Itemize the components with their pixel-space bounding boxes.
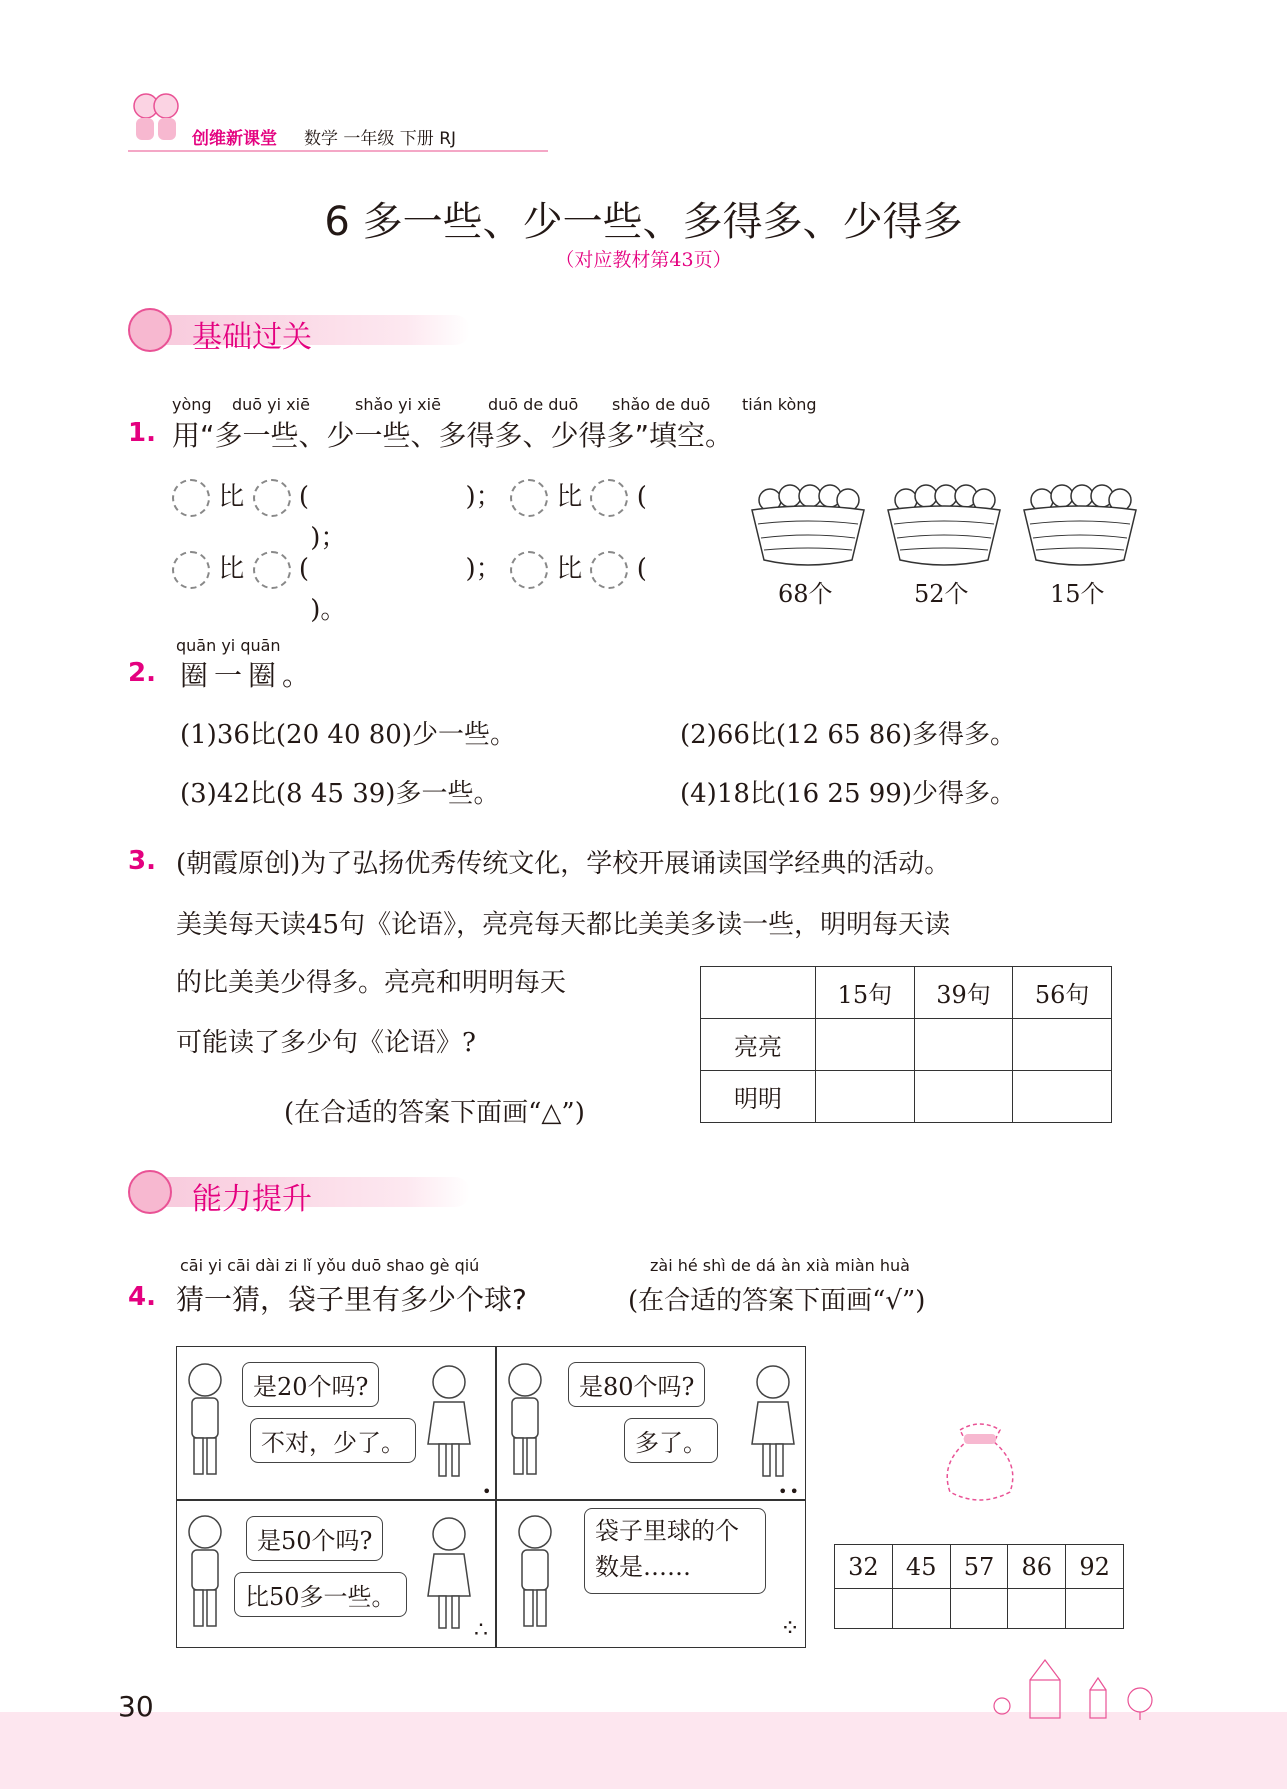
choice-value: 45: [892, 1545, 950, 1589]
basket-count-apple: 52个: [914, 580, 969, 608]
q2-text: 圈一圈。: [180, 659, 317, 692]
q4-number: 4.: [128, 1282, 156, 1312]
q1-pinyin-4: duō de duō: [488, 395, 579, 414]
pear-icon: [253, 479, 291, 517]
peach-icon: [590, 479, 628, 517]
q1-text: 用“多一些、少一些、多得多、少得多”填空。: [172, 419, 734, 452]
q3-hint: (在合适的答案下面画“△”): [284, 1098, 585, 1128]
q3-answer-table: [700, 966, 1112, 1123]
q2-number: 2.: [128, 658, 156, 688]
table-header: 56句: [1013, 967, 1112, 1019]
table-corner: [701, 967, 816, 1019]
girl-figure: [748, 1362, 798, 1486]
q2-item-3: (3)42比(8 45 39)多一些。: [180, 779, 500, 809]
bi-label: 比: [556, 482, 583, 512]
q1-pinyin-5: shǎo de duō: [612, 395, 711, 414]
q3-line-4: 可能读了多少句《论语》?: [176, 1028, 476, 1058]
footer-band: [0, 1712, 1287, 1789]
header-underline: [128, 150, 548, 152]
q3-line-2: 美美每天读45句《论语》，亮亮每天都比美美多读一些，明明每天读: [176, 910, 951, 940]
q4-text: 猜一猜，袋子里有多少个球?: [176, 1283, 527, 1316]
section-title: 基础过关: [192, 320, 312, 355]
boy-figure: [500, 1360, 550, 1484]
answer-cell[interactable]: [816, 1071, 915, 1123]
basket-count-pear: 15个: [1050, 580, 1105, 608]
castle-decoration-icon: [990, 1650, 1170, 1720]
basket-peach: [748, 480, 868, 570]
paren-close: )；: [465, 482, 502, 512]
answer-cell[interactable]: [1008, 1589, 1066, 1629]
q1-row-2: [172, 548, 752, 625]
page-number: 30: [118, 1690, 154, 1723]
paren-close: )；: [310, 523, 347, 553]
girl-figure: [424, 1514, 474, 1638]
table-header: 15句: [816, 967, 915, 1019]
answer-cell[interactable]: [1013, 1071, 1112, 1123]
boy-figure: [180, 1360, 230, 1484]
peach-icon: [172, 479, 210, 517]
speech-bubble-girl: 不对，少了。: [250, 1418, 416, 1463]
girl-figure: [424, 1362, 474, 1486]
header-mascot: [128, 88, 184, 144]
boy-figure: [510, 1512, 560, 1636]
table-header: 39句: [914, 967, 1013, 1019]
speech-bubble-boy: 是80个吗?: [568, 1362, 705, 1407]
q1-pinyin-2: duō yi xiē: [232, 395, 310, 414]
q3-line-3: 的比美美少得多。亮亮和明明每天: [176, 968, 567, 998]
answer-cell[interactable]: [950, 1589, 1008, 1629]
apple-icon: [253, 551, 291, 589]
choice-value: 86: [1008, 1545, 1066, 1589]
choice-value: 92: [1066, 1545, 1124, 1589]
paren-open: (: [298, 554, 309, 584]
paren-open: (: [636, 554, 647, 584]
panel-marker: ∴: [474, 1618, 490, 1643]
mascot-icon: [128, 1170, 172, 1214]
lesson-subtitle: （对应教材第43页）: [555, 249, 732, 271]
paren-close: )。: [310, 595, 347, 625]
q1-pinyin-3: shǎo yi xiē: [355, 395, 441, 414]
speech-bubble-girl: 比50多一些。: [234, 1572, 407, 1617]
answer-cell[interactable]: [914, 1019, 1013, 1071]
section-banner-basic: [128, 308, 528, 355]
q1-pinyin-6: tián kòng: [742, 395, 817, 414]
table-row-label: 亮亮: [701, 1019, 816, 1071]
paren-open: (: [636, 482, 647, 512]
q4-pinyin-2: zài hé shì de dá àn xià miàn huà: [650, 1256, 910, 1275]
apple-icon: [590, 551, 628, 589]
basket-pear: [1020, 480, 1140, 570]
basket-count-peach: 68个: [778, 580, 833, 608]
q4-hint: (在合适的答案下面画“√”): [628, 1286, 926, 1316]
bi-label: 比: [556, 554, 583, 584]
speech-bubble-boy: 是50个吗?: [246, 1516, 383, 1561]
choice-value: 32: [835, 1545, 893, 1589]
q3-line-1: (朝霞原创)为了弘扬优秀传统文化，学校开展诵读国学经典的活动。: [176, 849, 951, 879]
q1-number: 1.: [128, 418, 156, 448]
answer-cell[interactable]: [1066, 1589, 1124, 1629]
header-brand: 创维新课堂: [192, 129, 277, 149]
q2-pinyin: quān yi quān: [176, 636, 281, 655]
panel-marker: ⁘: [780, 1614, 803, 1642]
speech-bubble-girl: 多了。: [624, 1418, 718, 1463]
q1-row-1: [172, 476, 752, 553]
q3-number: 3.: [128, 846, 156, 876]
bag-icon: [930, 1408, 1030, 1508]
section-banner-advanced: [128, 1170, 528, 1217]
speech-bubble-boy: 是20个吗?: [242, 1362, 379, 1407]
boy-figure: [180, 1512, 230, 1636]
header-info: 数学 一年级 下册 RJ: [304, 129, 457, 149]
pear-icon: [172, 551, 210, 589]
answer-cell[interactable]: [816, 1019, 915, 1071]
panel-marker: •: [482, 1482, 494, 1501]
answer-cell[interactable]: [892, 1589, 950, 1629]
q2-item-1: (1)36比(20 40 80)少一些。: [180, 720, 516, 750]
section-title: 能力提升: [192, 1182, 312, 1217]
q2-item-4: (4)18比(16 25 99)少得多。: [680, 779, 1016, 809]
q4-choice-table: [834, 1544, 1124, 1629]
table-row-label: 明明: [701, 1071, 816, 1123]
bi-label: 比: [218, 482, 245, 512]
answer-cell[interactable]: [1013, 1019, 1112, 1071]
lesson-title: 6 多一些、少一些、多得多、少得多: [324, 199, 963, 245]
apple-icon: [510, 479, 548, 517]
peach-icon: [510, 551, 548, 589]
bi-label: 比: [218, 554, 245, 584]
q1-pinyin-1: yòng: [172, 395, 212, 414]
paren-open: (: [298, 482, 309, 512]
q4-pinyin-1: cāi yi cāi dài zi lǐ yǒu duō shao gè qiú: [180, 1256, 480, 1275]
paren-close: )；: [465, 554, 502, 584]
panel-marker: ••: [778, 1482, 801, 1501]
q2-item-2: (2)66比(12 65 86)多得多。: [680, 720, 1016, 750]
choice-value: 57: [950, 1545, 1008, 1589]
mascot-icon: [128, 308, 172, 352]
answer-cell[interactable]: [914, 1071, 1013, 1123]
basket-apple: [884, 480, 1004, 570]
speech-bubble-boy: 袋子里球的个数是……: [584, 1508, 766, 1594]
answer-cell[interactable]: [835, 1589, 893, 1629]
